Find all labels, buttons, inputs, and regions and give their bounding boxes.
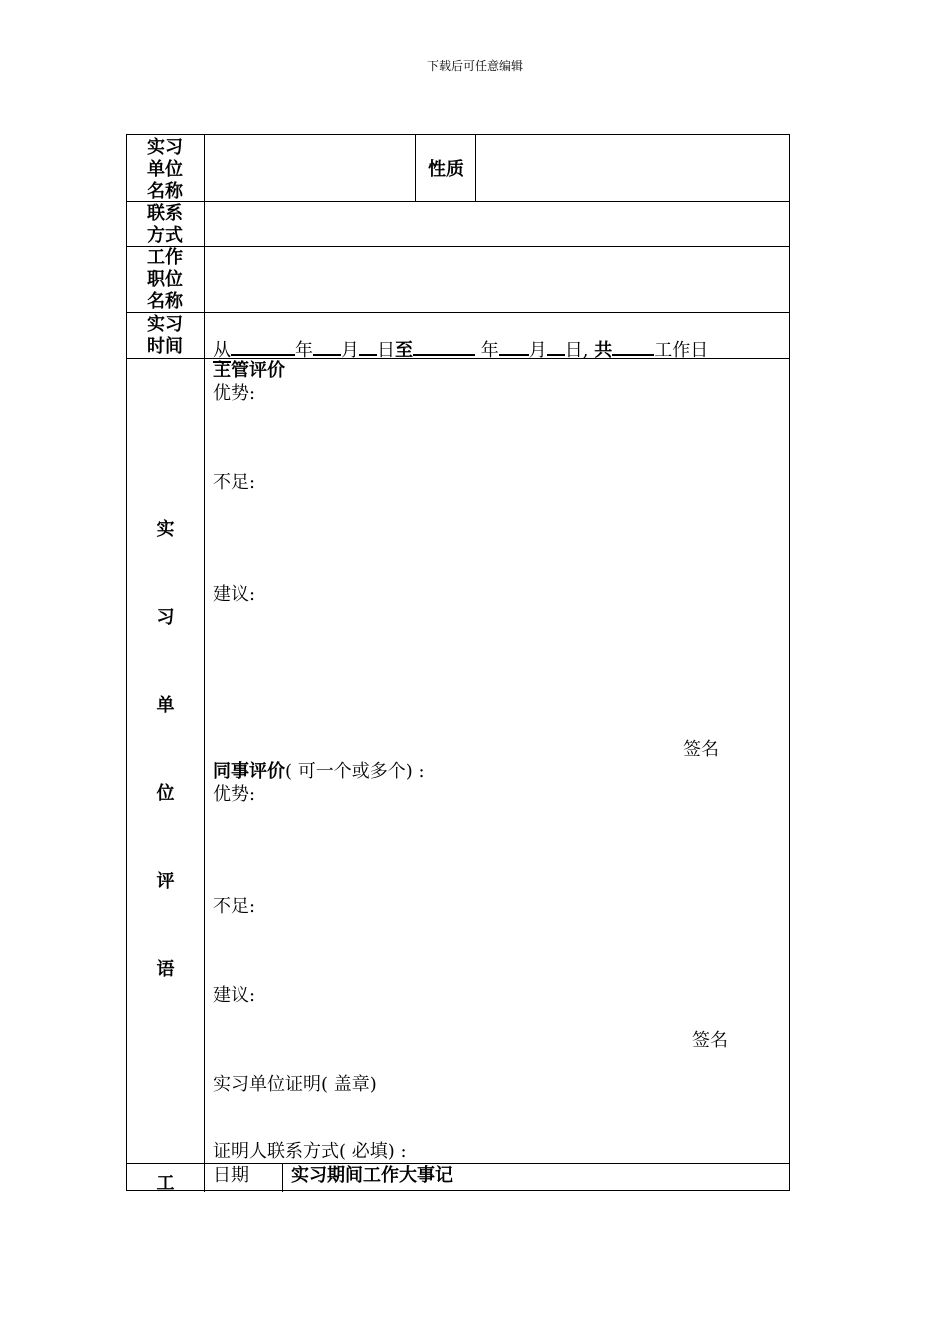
company-name-label: 实习 单位 名称: [147, 137, 183, 202]
period-from: 从: [213, 340, 231, 361]
row-divider: [127, 312, 789, 313]
cell-divider: [282, 1163, 283, 1192]
date-column-header: 日期: [213, 1165, 249, 1186]
colleague-evaluation-heading: [213, 761, 425, 783]
events-column-header: 实习期间工作大事记: [291, 1165, 453, 1186]
end-day-blank[interactable]: [547, 336, 565, 356]
period-to: 至: [395, 340, 413, 361]
evaluation-side-label-3: 单: [156, 695, 175, 716]
evaluation-side-label-1: 实: [156, 519, 175, 540]
evaluation-side-label-6: 语: [156, 959, 175, 980]
cell-divider: [415, 135, 416, 201]
workdays-blank[interactable]: [612, 336, 654, 356]
evaluation-side-label-2: 习: [156, 607, 175, 628]
period-label: 实习 时间: [147, 314, 183, 357]
position-field[interactable]: [205, 247, 789, 312]
header-note: 下载后可任意编辑: [426, 59, 523, 73]
evaluation-side-label-5: 评: [156, 871, 175, 892]
events-side-label: 工: [156, 1173, 175, 1194]
colleague-suggestions-label: 建议:: [213, 985, 256, 1006]
period-month2: 月: [528, 340, 547, 361]
period-total: 共: [594, 340, 613, 361]
period-day2: 日,: [564, 340, 589, 361]
supervisor-evaluation-title: 主管评价: [213, 360, 285, 381]
internship-evaluation-form: [126, 134, 790, 1194]
colleague-evaluation-note: ( 可一个或多个) :: [285, 761, 425, 782]
supervisor-signature-label: 签名: [683, 739, 719, 760]
supervisor-weaknesses-label: 不足:: [213, 472, 256, 493]
company-name-field[interactable]: [205, 135, 415, 201]
colleague-evaluation-title: 同事评价: [213, 761, 285, 782]
colleague-weaknesses-label: 不足:: [213, 896, 256, 917]
period-workdays: 工作日: [654, 340, 709, 361]
position-label: 工作 职位 名称: [147, 247, 183, 312]
period-year2: 年: [480, 340, 499, 361]
certifier-contact-label: 证明人联系方式( 必填) :: [213, 1141, 407, 1162]
end-year-blank[interactable]: [413, 336, 475, 356]
start-day-blank[interactable]: [359, 336, 377, 356]
row-divider: [127, 1163, 789, 1164]
period-month: 月: [341, 340, 359, 361]
supervisor-suggestions-label: 建议:: [213, 584, 256, 605]
colleague-signature-label: 签名: [692, 1030, 728, 1051]
contact-label: 联系 方式: [147, 203, 183, 246]
period-year: 年: [295, 340, 313, 361]
nature-field[interactable]: [476, 135, 789, 201]
evaluation-side-label-4: 位: [156, 783, 175, 804]
colleague-strengths-label: 优势:: [213, 784, 256, 805]
period-day: 日: [377, 340, 395, 361]
start-year-blank[interactable]: [231, 336, 295, 356]
certification-label: 实习单位证明( 盖章): [213, 1074, 377, 1095]
contact-field[interactable]: [205, 202, 789, 246]
nature-label: 性质: [428, 159, 464, 180]
supervisor-strengths-label: 优势:: [213, 383, 256, 404]
start-month-blank[interactable]: [313, 336, 341, 356]
end-month-blank[interactable]: [499, 336, 529, 356]
period-line: [213, 336, 708, 362]
